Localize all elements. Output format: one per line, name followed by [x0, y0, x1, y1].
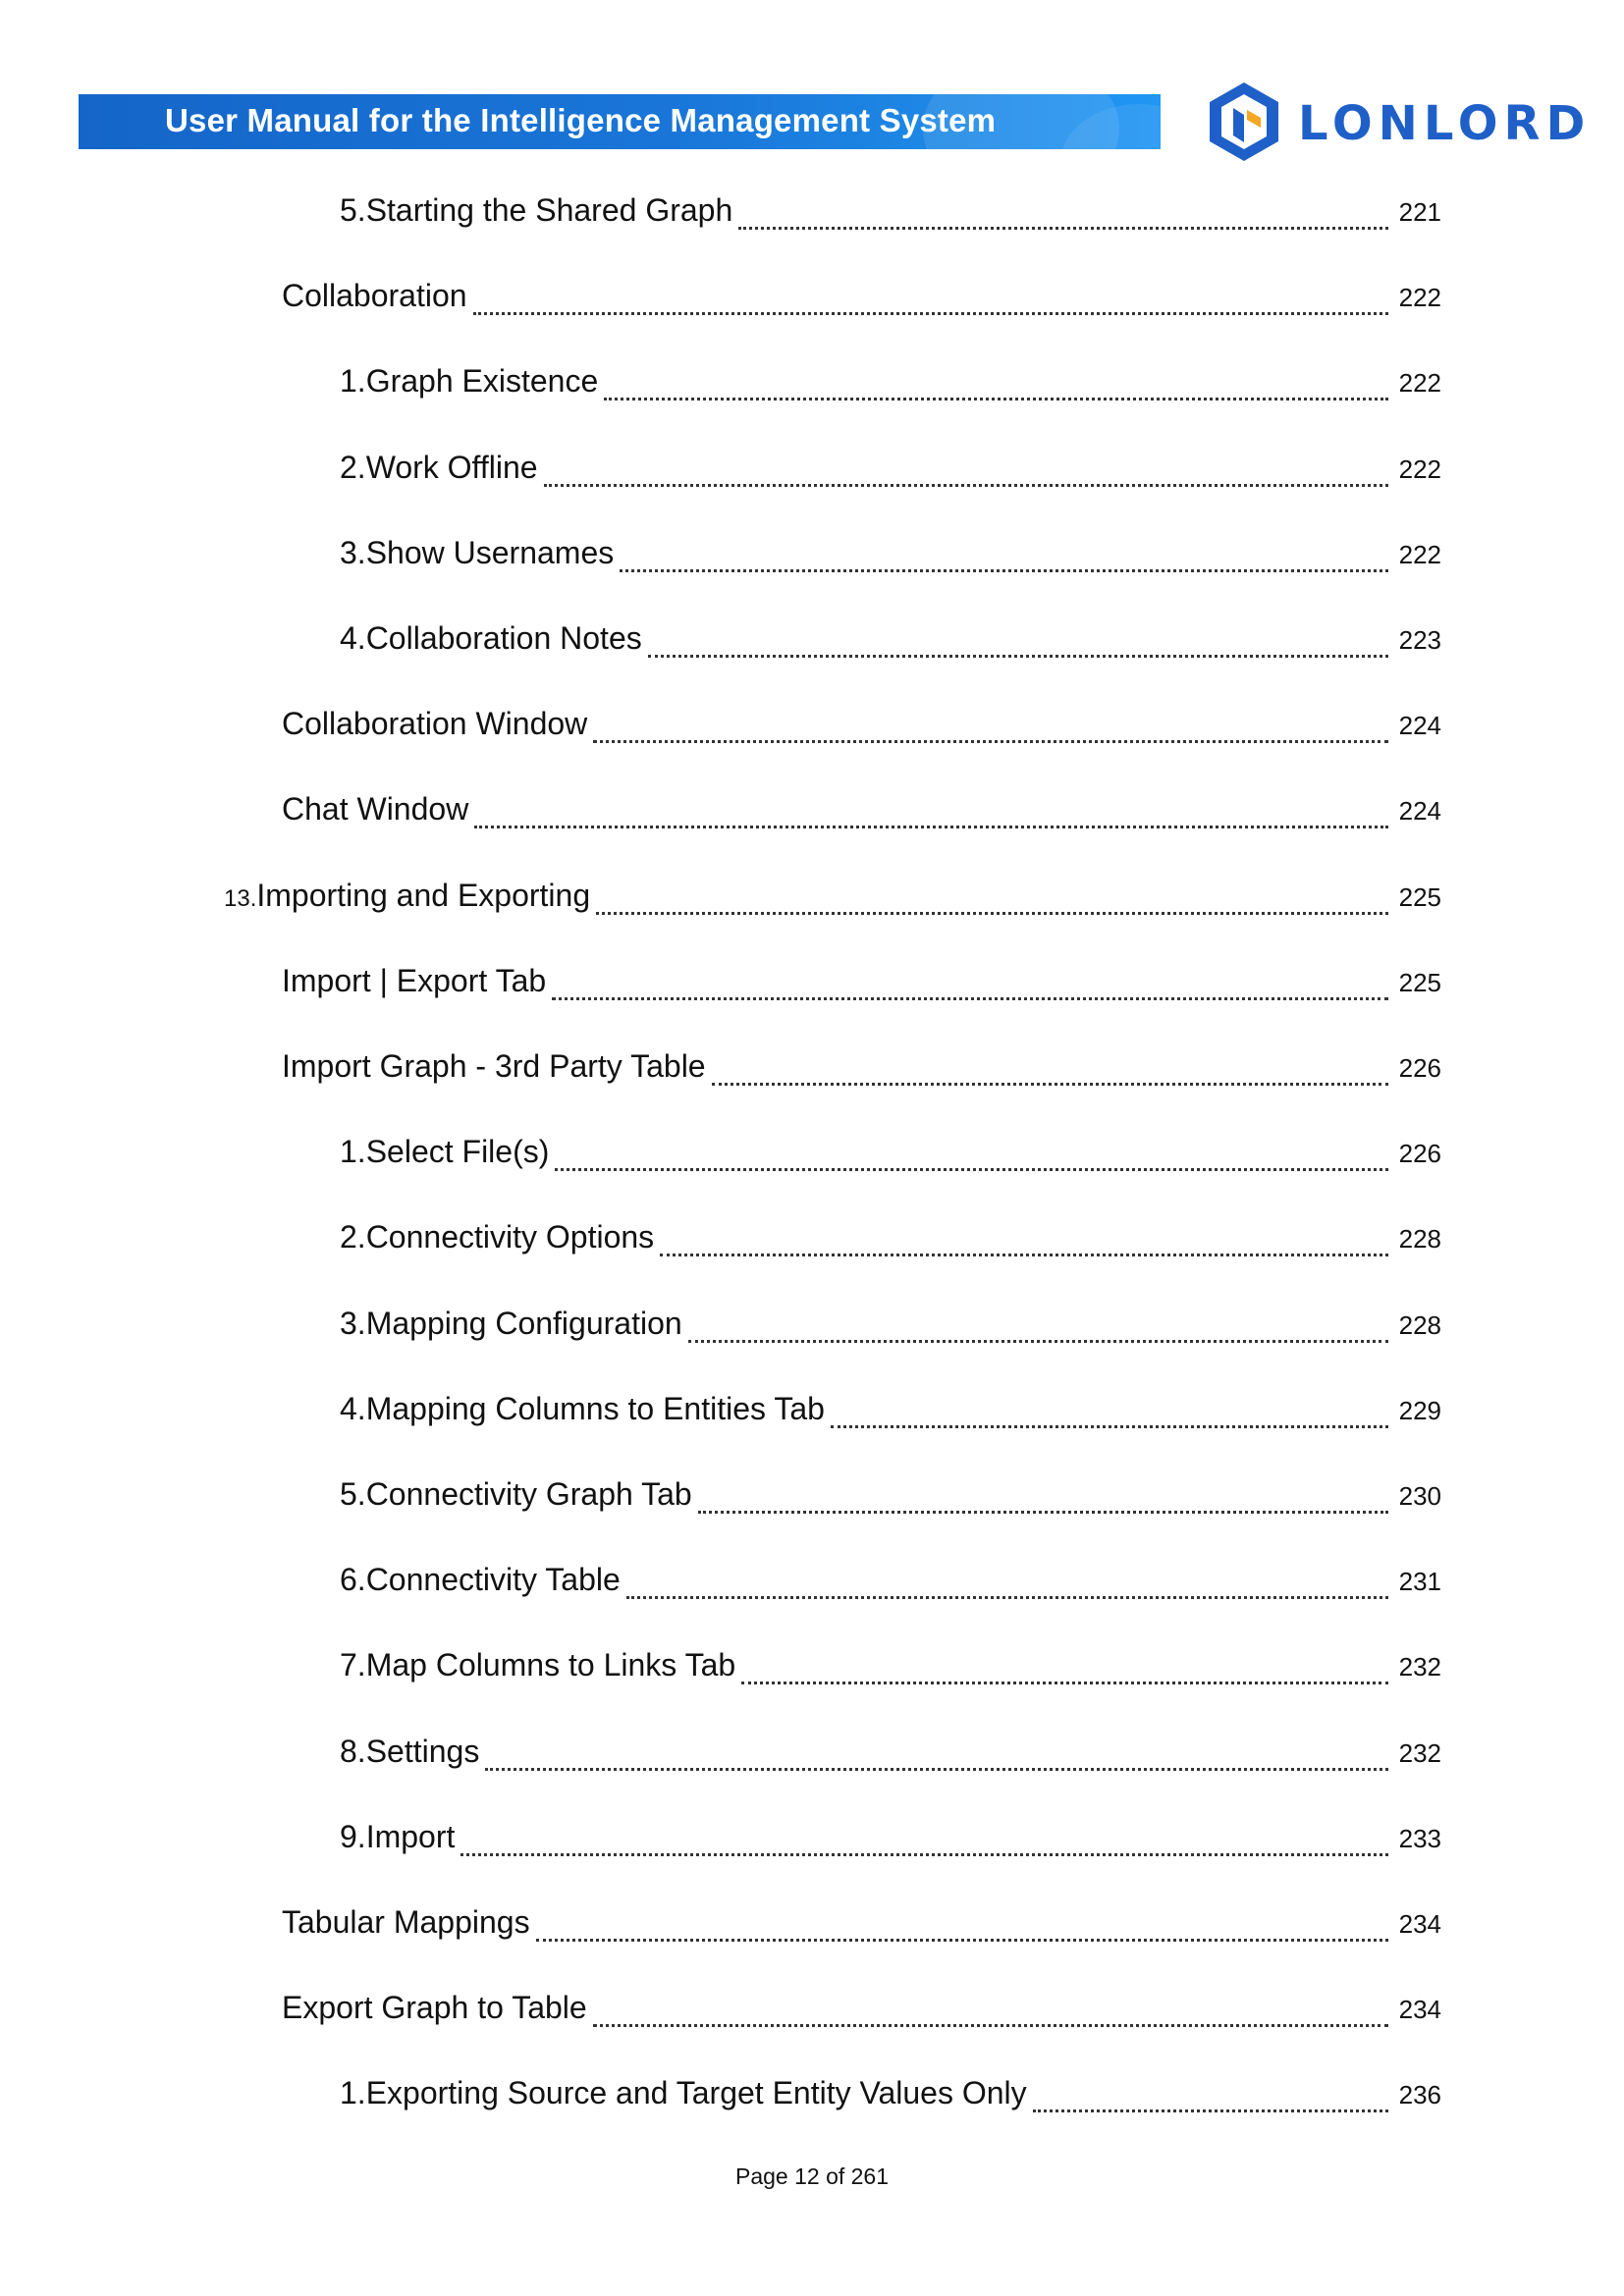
- dot-leader: [596, 912, 1388, 915]
- toc-entry-title: [282, 791, 468, 828]
- toc-entry-text: 9.Import: [340, 1818, 456, 1854]
- toc-entry-title: [340, 535, 614, 571]
- toc-entry-title: [282, 278, 467, 314]
- toc-entry-page: 225: [1398, 881, 1441, 912]
- toc-entry-page: 224: [1398, 711, 1441, 741]
- dot-leader: [741, 1682, 1388, 1684]
- toc-entry[interactable]: [0, 1476, 1624, 1525]
- toc-entry[interactable]: [0, 1562, 1624, 1611]
- toc-entry-text: 5.Starting the Shared Graph: [340, 192, 733, 228]
- toc-entry[interactable]: [0, 1647, 1624, 1696]
- header-band: [79, 94, 1161, 149]
- toc-entry-page: 226: [1398, 1139, 1441, 1169]
- toc-entry-title: [340, 192, 732, 229]
- dot-leader: [552, 997, 1388, 1000]
- toc-entry-text: Import Graph - 3rd Party Table: [282, 1048, 706, 1084]
- toc-entry-page: 228: [1398, 1224, 1441, 1255]
- toc-entry-page: 228: [1398, 1309, 1441, 1340]
- toc-entry[interactable]: [0, 791, 1624, 840]
- toc-entry[interactable]: [0, 278, 1624, 327]
- document-title: User Manual for the Intelligence Management System: [165, 102, 997, 138]
- toc-entry-page: 231: [1398, 1567, 1441, 1597]
- toc-entry[interactable]: [0, 1391, 1624, 1440]
- toc-entry-title: [282, 1904, 530, 1941]
- logo-mark-icon: [1208, 80, 1280, 163]
- dot-leader: [648, 655, 1388, 658]
- toc-entry-title: [340, 2075, 1027, 2111]
- toc-entry-text: 1.Graph Existence: [340, 363, 599, 400]
- toc-entry-page: 230: [1398, 1481, 1441, 1511]
- toc-entry-page: 222: [1398, 368, 1441, 399]
- toc-entry-number: 13.: [224, 884, 257, 912]
- toc-entry-page: 225: [1398, 967, 1441, 997]
- toc-entry-page: 229: [1398, 1395, 1441, 1425]
- toc-entry-title: [224, 878, 590, 914]
- toc-entry-text: 1.Select File(s): [340, 1134, 550, 1170]
- toc-entry-text: 2.Connectivity Options: [340, 1219, 655, 1255]
- toc-entry-page: 234: [1398, 1909, 1441, 1939]
- toc-entry-title: [340, 1734, 479, 1770]
- dot-leader: [593, 740, 1388, 743]
- toc-entry-text: Export Graph to Table: [282, 1990, 587, 2026]
- toc-entry-text: Collaboration Window: [282, 706, 588, 742]
- toc-entry-page: 221: [1398, 197, 1441, 227]
- toc-entry-text: 4.Mapping Columns to Entities Tab: [340, 1390, 825, 1426]
- toc-entry-page: 222: [1398, 454, 1441, 484]
- toc-entry[interactable]: [0, 1819, 1624, 1868]
- toc-entry-title: [340, 1306, 682, 1342]
- dot-leader: [460, 1853, 1388, 1856]
- toc-entry-text: 8.Settings: [340, 1733, 480, 1769]
- toc-entry-page: 222: [1398, 539, 1441, 569]
- toc-entry-title: [340, 363, 598, 400]
- toc-entry[interactable]: [0, 1734, 1624, 1783]
- toc-entry-text: 3.Show Usernames: [340, 534, 615, 570]
- toc-entry[interactable]: [0, 450, 1624, 499]
- logo-text: LONLORD: [1298, 96, 1592, 151]
- toc-entry[interactable]: [0, 1048, 1624, 1097]
- toc-entry-text: 4.Collaboration Notes: [340, 620, 642, 656]
- toc-entry-text: Tabular Mappings: [282, 1904, 530, 1940]
- toc-entry[interactable]: [0, 706, 1624, 755]
- toc-entry[interactable]: [0, 2075, 1624, 2124]
- toc-entry[interactable]: [0, 1219, 1624, 1268]
- toc-entry-text: 7.Map Columns to Links Tab: [340, 1647, 736, 1683]
- toc-entry[interactable]: [0, 620, 1624, 669]
- toc-entry-title: [282, 706, 587, 742]
- toc-entry-title: [282, 963, 546, 999]
- toc-entry-title: [340, 1219, 654, 1255]
- toc-entry-page: 223: [1398, 625, 1441, 655]
- toc-entry[interactable]: [0, 1134, 1624, 1183]
- toc-entry-page: 226: [1398, 1053, 1441, 1083]
- toc-entry-text: Importing and Exporting: [256, 877, 591, 913]
- dot-leader: [831, 1425, 1388, 1428]
- toc-entry-title: [340, 1476, 692, 1513]
- toc-entry-text: 1.Exporting Source and Target Entity Values Only: [340, 2075, 1027, 2111]
- toc-entry[interactable]: [0, 878, 1624, 927]
- dot-leader: [620, 569, 1388, 572]
- dot-leader: [738, 227, 1388, 230]
- toc-entry-text: Collaboration: [282, 278, 467, 314]
- page-number: Page 12 of 261: [734, 2163, 890, 2189]
- toc-entry[interactable]: [0, 1306, 1624, 1355]
- dot-leader: [544, 484, 1388, 487]
- toc-entry-title: [340, 1647, 735, 1683]
- toc-entry[interactable]: [0, 535, 1624, 584]
- toc-entry-page: 233: [1398, 1823, 1441, 1853]
- toc-entry-page: 234: [1398, 1995, 1441, 2025]
- toc-entry-page: 232: [1398, 1737, 1441, 1768]
- dot-leader: [474, 826, 1388, 828]
- dot-leader: [1033, 2109, 1388, 2112]
- dot-leader: [536, 1939, 1388, 1942]
- toc-entry-text: 3.Mapping Configuration: [340, 1305, 682, 1341]
- dot-leader: [555, 1168, 1388, 1171]
- dot-leader: [593, 2024, 1388, 2027]
- toc-entry-text: 6.Connectivity Table: [340, 1562, 621, 1598]
- dot-leader: [473, 312, 1388, 315]
- toc-entry[interactable]: [0, 192, 1624, 241]
- dot-leader: [712, 1083, 1388, 1086]
- toc-entry-title: [282, 1048, 706, 1085]
- dot-leader: [604, 398, 1388, 400]
- toc-entry-title: [340, 1819, 455, 1855]
- toc-entry-page: 236: [1398, 2080, 1441, 2110]
- toc-entry-text: Import | Export Tab: [282, 962, 547, 998]
- toc-entry-page: 222: [1398, 283, 1441, 313]
- toc-entry[interactable]: [0, 363, 1624, 412]
- toc-entry[interactable]: [0, 963, 1624, 1012]
- toc-entry[interactable]: [0, 1904, 1624, 1953]
- toc-entry-title: [340, 1134, 549, 1170]
- toc-entry-page: 224: [1398, 796, 1441, 827]
- toc-entry-title: [282, 1990, 587, 2026]
- dot-leader: [688, 1340, 1388, 1343]
- toc-entry-title: [340, 450, 538, 486]
- toc-entry-title: [340, 620, 642, 657]
- dot-leader: [698, 1511, 1388, 1514]
- dot-leader: [660, 1254, 1388, 1256]
- toc-entry-page: 232: [1398, 1652, 1441, 1682]
- toc-entry-title: [340, 1562, 621, 1598]
- toc-entry-title: [340, 1391, 825, 1427]
- toc-entry-text: Chat Window: [282, 791, 469, 828]
- dot-leader: [485, 1768, 1388, 1771]
- dot-leader: [626, 1596, 1388, 1599]
- company-logo: [1208, 80, 1592, 163]
- toc-entry-text: 2.Work Offline: [340, 449, 538, 485]
- toc-entry-text: 5.Connectivity Graph Tab: [340, 1476, 692, 1512]
- toc-entry[interactable]: [0, 1990, 1624, 2039]
